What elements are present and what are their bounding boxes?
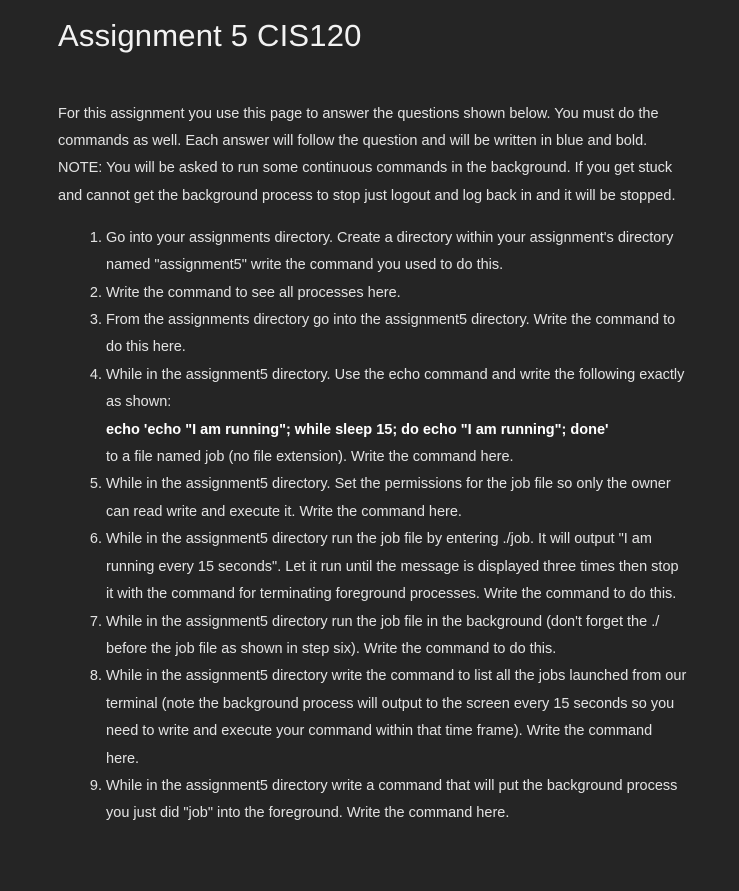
question-item xyxy=(106,663,688,773)
question-item xyxy=(106,609,688,664)
question-item xyxy=(106,471,688,526)
page-title: Assignment 5 CIS120 xyxy=(58,18,362,53)
question-text: From the assignments directory go into the assignment5 directory. Write the command to do this here. xyxy=(106,312,676,356)
question-list xyxy=(58,225,688,828)
question-text: Write the command to see all processes here. xyxy=(106,284,401,301)
echo-command: echo 'echo "I am running"; while sleep 15; do echo "I am running"; done' xyxy=(106,421,609,438)
question-item xyxy=(106,526,688,608)
question-text: 4. While in the assignment5 directory. Use the echo command and write the following exactly as shown: xyxy=(106,366,685,411)
question-item xyxy=(106,773,688,828)
document-page xyxy=(58,0,688,828)
question-text: While in the assignment5 directory write the command to list all the jobs launched from our terminal (note the background process will output to the screen every 15 seconds so you need to write and execute your command within that time frame). Write the command here. xyxy=(106,668,687,767)
question-text: Go into your assignments directory. Create a directory within your assignment's directory named "assignment5" write the command you used to do this. xyxy=(106,229,674,274)
question-text-after: to a file named job (no file extension). Write the command here. xyxy=(106,449,514,466)
question-item xyxy=(106,362,688,472)
question-text: While in the assignment5 directory write a command that will put the background process you just did "job" into the foreground. Write the command here. xyxy=(106,777,678,822)
question-item xyxy=(106,225,688,280)
question-text: While in the assignment5 directory run the job file by entering ./job. It will output "I am running every 15 seconds". Let it run until the message is displayed three times then stop it with the command for terminating foreground processes. Write the command to do this. xyxy=(106,531,679,603)
question-text: While in the assignment5 directory run the job file in the background (don't forget the ./ before the job file as shown in step six). Write the command to do this. xyxy=(106,613,660,657)
question-text: While in the assignment5 directory. Set the permissions for the job file so only the owner can read write and execute it. Write the command here. xyxy=(106,476,671,520)
intro-paragraph: For this assignment you use this page to answer the questions shown below. You must do the commands as well. Each answer will follow the question and will be written in blue and bold. NOTE: You will be asked to run some continuous commands in the background. If you get stuck and cannot get the background process to stop just logout and log back in and it will be stopped. xyxy=(58,106,676,204)
question-item xyxy=(106,307,688,362)
question-item xyxy=(106,280,688,307)
